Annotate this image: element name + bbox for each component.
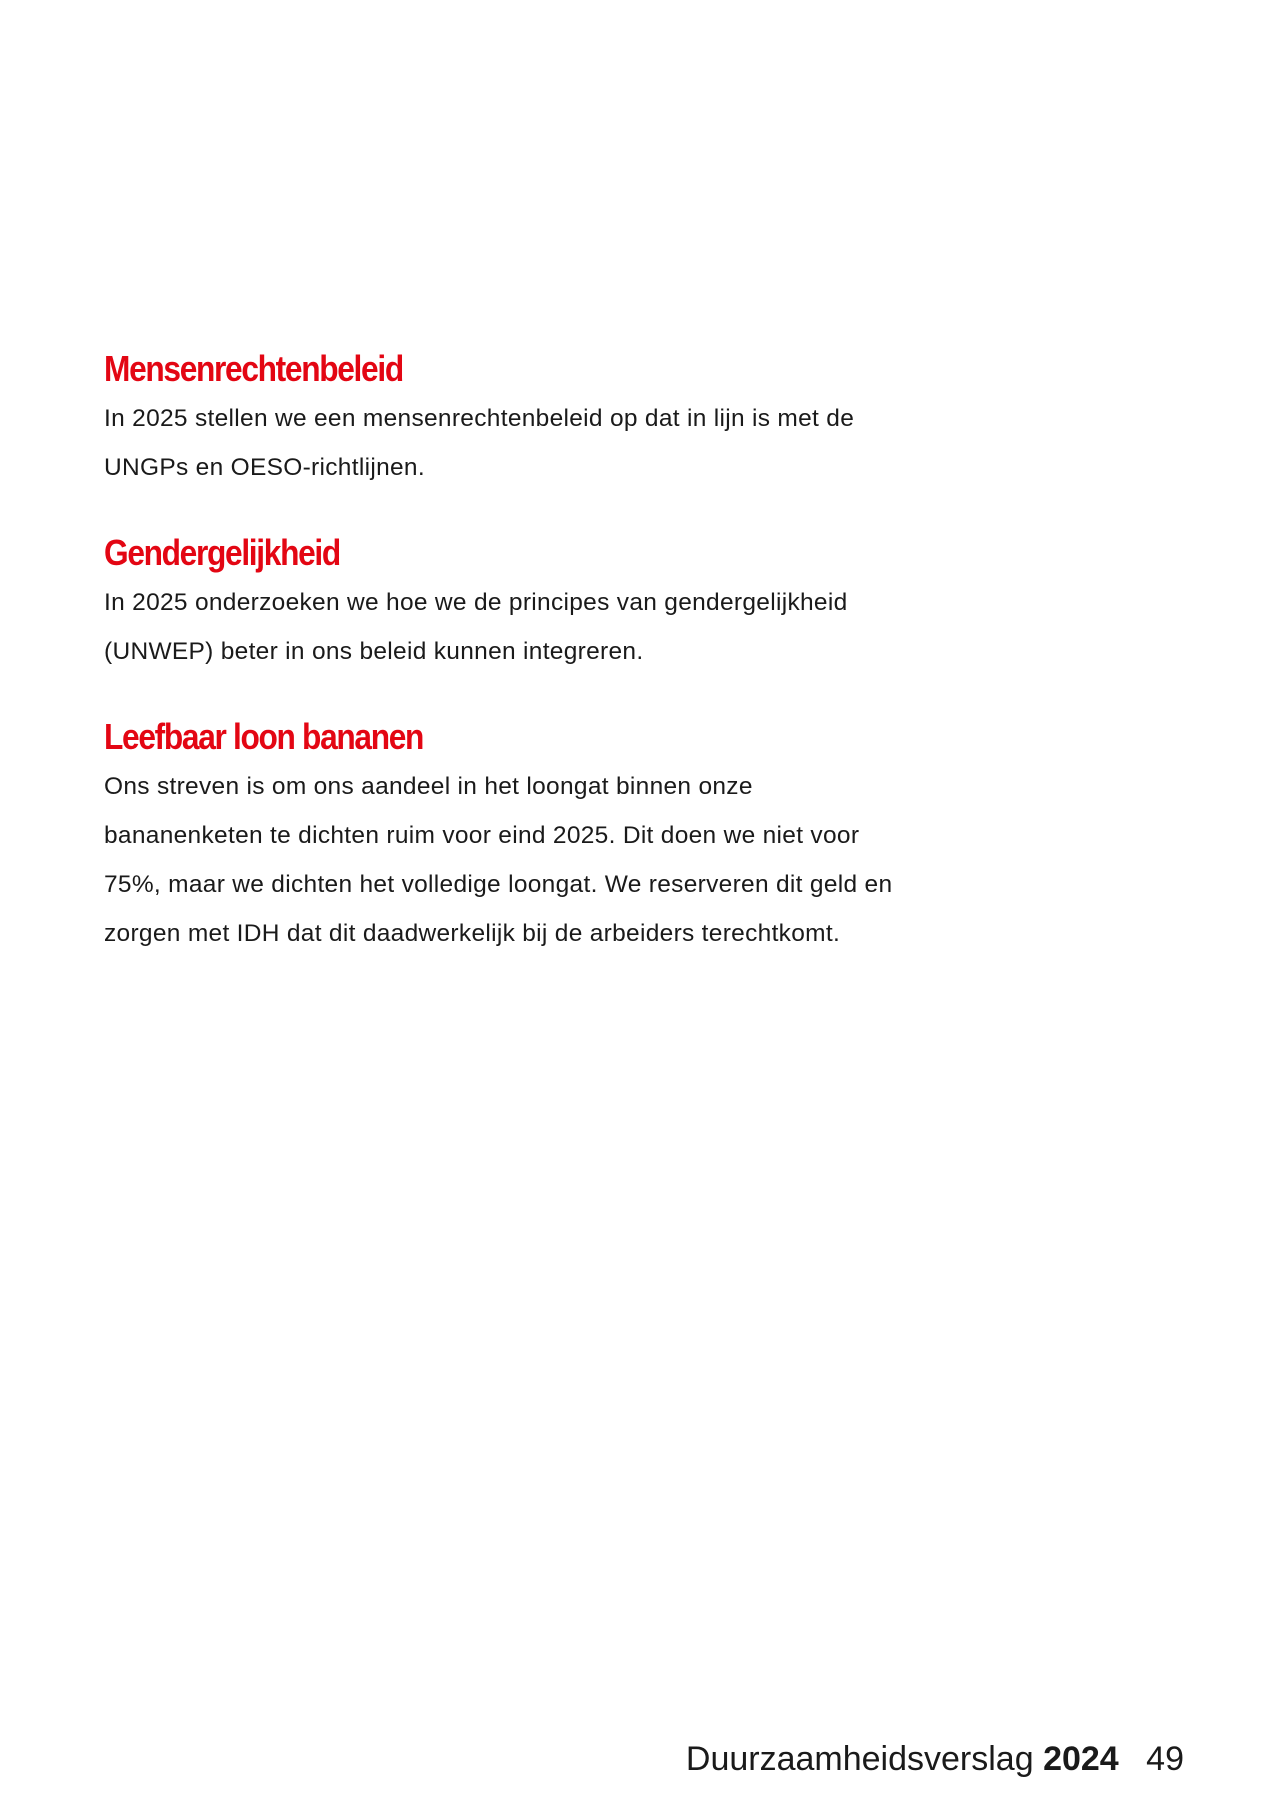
section-body xyxy=(104,394,1024,492)
page-number: 49 xyxy=(1146,1740,1184,1778)
section-heading: Mensenrechtenbeleid xyxy=(104,348,403,389)
main-content xyxy=(104,346,1024,996)
section-gendergelijkheid xyxy=(104,530,1024,676)
body-line: (UNWEP) beter in ons beleid kunnen integreren. xyxy=(104,638,644,665)
body-line: Ons streven is om ons aandeel in het loongat binnen onze xyxy=(104,773,753,800)
body-line: bananenketen te dichten ruim voor eind 2025. Dit doen we niet voor xyxy=(104,822,860,849)
body-line: In 2025 stellen we een mensenrechtenbeleid op dat in lijn is met de xyxy=(104,405,855,432)
body-line: In 2025 onderzoeken we hoe we de principes van gendergelijkheid xyxy=(104,589,848,616)
section-heading: Leefbaar loon bananen xyxy=(104,716,424,757)
section-mensenrechtenbeleid xyxy=(104,346,1024,492)
section-body xyxy=(104,762,1024,958)
page-footer xyxy=(686,1738,1184,1780)
body-line: UNGPs en OESO-richtlijnen. xyxy=(104,454,425,481)
body-line: 75%, maar we dichten het volledige loongat. We reserveren dit geld en xyxy=(104,871,893,898)
report-title: Duurzaamheidsverslag xyxy=(685,1740,1034,1778)
section-heading: Gendergelijkheid xyxy=(104,532,340,573)
section-body xyxy=(104,578,1024,676)
section-leefbaar-loon-bananen xyxy=(104,714,1024,958)
report-year: 2024 xyxy=(1043,1740,1119,1778)
body-line: zorgen met IDH dat dit daadwerkelijk bij de arbeiders terechtkomt. xyxy=(104,920,841,947)
